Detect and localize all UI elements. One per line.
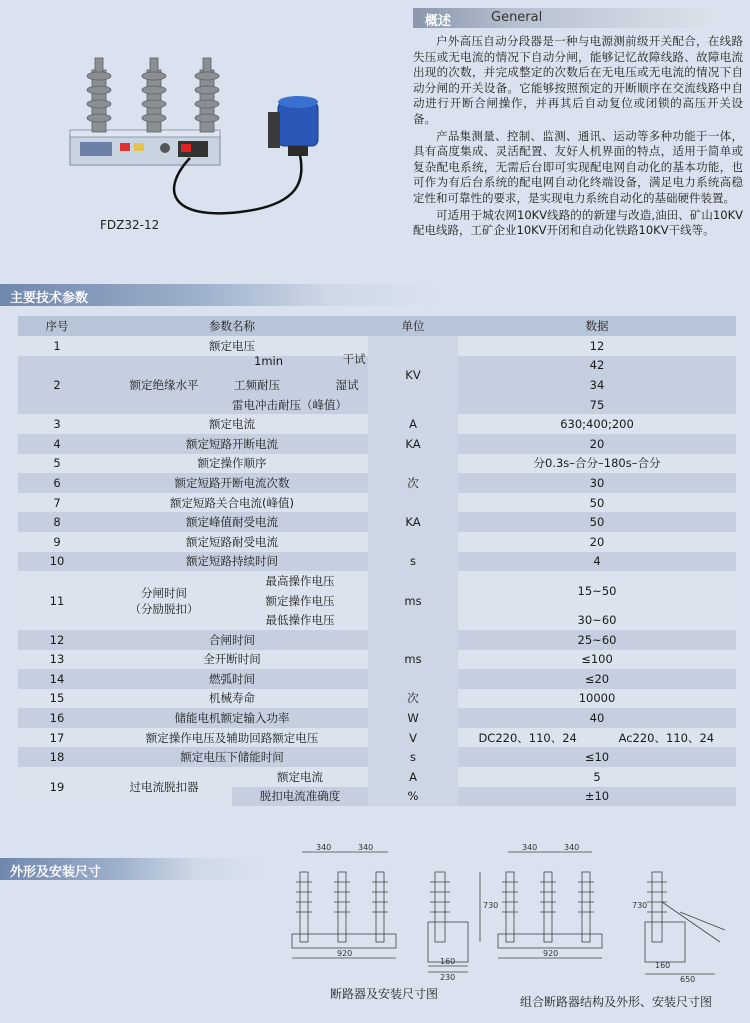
row-name: 机械寿命 — [96, 689, 368, 709]
row-unit — [368, 493, 458, 513]
row-data: 50 — [458, 493, 736, 513]
dimensions-section-header — [0, 858, 262, 880]
row-no: 19 — [18, 767, 96, 806]
table-row — [18, 356, 736, 376]
row-no: 15 — [18, 689, 96, 709]
row-unit: A — [368, 414, 458, 434]
row-data: 20 — [458, 532, 736, 552]
dim-pitch-4: 340 — [564, 843, 580, 852]
row-no: 4 — [18, 434, 96, 454]
row-no: 9 — [18, 532, 96, 552]
row-data — [458, 728, 736, 748]
row-unit: W — [368, 708, 458, 728]
dimension-drawings — [280, 842, 740, 982]
row-name: 额定电压 — [96, 336, 368, 356]
row-data: 42 — [458, 356, 736, 376]
general-header — [413, 8, 718, 28]
dim-depth-c: 650 — [680, 975, 696, 982]
row-no: 12 — [18, 630, 96, 650]
row-name: 额定电压下储能时间 — [96, 747, 368, 767]
row-name: 额定绝缘水平 — [96, 356, 232, 415]
params-section-header — [0, 284, 440, 306]
table-row — [18, 747, 736, 767]
row-no: 14 — [18, 669, 96, 689]
general-title-en: General — [491, 10, 543, 25]
row-subname — [232, 375, 368, 395]
row-unit: KA — [368, 512, 458, 532]
row-no: 7 — [18, 493, 96, 513]
row-no: 13 — [18, 650, 96, 670]
table-row — [18, 414, 736, 434]
row-unit: 次 — [368, 689, 458, 709]
dim-height-right: 730 — [632, 901, 648, 910]
general-paragraph: 户外高压自动分段器是一种与电源测前级开关配合，在线路失压或无电流的情况下自动分闸，能够记忆故障线路、故障电流出现的次数，并完成整定的次数后在无电压或无电流的情况下自动分闸的开关设备。它能够按照预定的开断顺序在交流线路中自动进行开断合闸操作，并再其后自动复位或闭锁的高压开关设备。 — [413, 34, 743, 126]
row-name: 燃弧时间 — [96, 669, 368, 689]
row-no: 18 — [18, 747, 96, 767]
dim-width-left: 920 — [337, 949, 353, 958]
row-name: 额定短路关合电流(峰值) — [96, 493, 368, 513]
row-data: ±10 — [458, 787, 736, 807]
row-subname: 额定操作电压 — [232, 591, 368, 611]
row-data: ≤100 — [458, 650, 736, 670]
row-unit: ms — [368, 571, 458, 630]
row-name-line2: （分励脱扣） — [129, 601, 199, 616]
dimensions-section-title: 外形及安装尺寸 — [10, 865, 102, 880]
row-data: 40 — [458, 708, 736, 728]
row-data: 630;400;200 — [458, 414, 736, 434]
row-data: 75 — [458, 395, 736, 415]
table-row — [18, 630, 736, 650]
params-table — [18, 316, 736, 806]
row-name: 额定操作顺序 — [96, 454, 368, 474]
row-unit: ms — [368, 650, 458, 670]
row-no: 1 — [18, 336, 96, 356]
table-row — [18, 571, 736, 591]
drawing-caption-right: 组合断路器结构及外形、安装尺寸图 — [520, 995, 713, 1009]
header-name: 参数名称 — [96, 316, 368, 336]
dim-depth-a-right: 160 — [655, 961, 671, 970]
table-row — [18, 767, 736, 787]
dim-height-left: 730 — [483, 901, 499, 910]
row-no: 8 — [18, 512, 96, 532]
sub-dry: 干试 — [342, 352, 366, 367]
dim-pitch-3: 340 — [522, 843, 538, 852]
table-row — [18, 728, 736, 748]
sub-freq: 工频耐压 — [234, 377, 280, 392]
row-unit — [368, 336, 458, 356]
table-row — [18, 689, 736, 709]
row-no: 11 — [18, 571, 96, 630]
row-unit: s — [368, 747, 458, 767]
table-row — [18, 669, 736, 689]
row-unit — [368, 395, 458, 415]
row-data: 4 — [458, 552, 736, 572]
sub-wet: 湿试 — [335, 377, 359, 392]
row-subname: 雷电冲击耐压（峰值） — [232, 395, 368, 415]
row-data: 10000 — [458, 689, 736, 709]
row-name: 额定短路耐受电流 — [96, 532, 368, 552]
row-subname — [232, 352, 368, 376]
dim-width-right: 920 — [543, 949, 559, 958]
row-no: 5 — [18, 454, 96, 474]
row-name: 合闸时间 — [96, 630, 368, 650]
general-paragraph: 产品集测量、控制、监测、通讯、运动等多种功能于一体，具有高度集成、灵活配置、友好人机界面的特点，适用于简单或复杂配电系统，无需后台即可实现配电网自动化的基本功能，也可作为有后台系统的配电网自动化终端设备，满足电力系统高稳定性和可靠性的要求，是实现电力系统自动化的基础硬件装置。 — [413, 128, 743, 205]
row-name: 额定短路开断电流次数 — [96, 473, 368, 493]
dim-depth-a: 160 — [440, 957, 456, 966]
dim-depth-b: 230 — [440, 973, 456, 982]
row-data: 20 — [458, 434, 736, 454]
row-unit — [368, 630, 458, 650]
row-name: 额定操作电压及辅助回路额定电压 — [96, 728, 368, 748]
row-data: ≤20 — [458, 669, 736, 689]
table-row — [18, 493, 736, 513]
row-data: 5 — [458, 767, 736, 787]
row-name: 全开断时间 — [96, 650, 368, 670]
data-dc: DC220、110、24 — [478, 730, 577, 745]
general-paragraph: 可适用于城农网10KV线路的的新建与改造,油田、矿山10KV配电线路，工矿企业10KV开闭和自动化铁路10KV干线等。 — [413, 207, 743, 238]
table-row — [18, 650, 736, 670]
table-row — [18, 708, 736, 728]
table-row — [18, 512, 736, 532]
row-subname: 最高操作电压 — [232, 571, 368, 591]
general-text — [413, 34, 743, 239]
table-row — [18, 434, 736, 454]
row-unit: V — [368, 728, 458, 748]
row-data: 50 — [458, 512, 736, 532]
row-subname: 额定电流 — [232, 767, 368, 787]
table-row — [18, 473, 736, 493]
row-unit: KA — [368, 434, 458, 454]
row-unit: s — [368, 552, 458, 572]
general-title-cn: 概述 — [425, 14, 452, 29]
header-data: 数据 — [458, 316, 736, 336]
row-unit — [368, 532, 458, 552]
sub-1min: 1min — [254, 354, 284, 369]
data-ac: Ac220、110、24 — [618, 730, 715, 745]
row-data: ≤10 — [458, 747, 736, 767]
row-data: 30~60 — [458, 610, 736, 630]
row-name — [96, 571, 232, 630]
row-data: 25~60 — [458, 630, 736, 650]
row-no: 6 — [18, 473, 96, 493]
row-unit — [368, 669, 458, 689]
row-name-line1: 分闸时间 — [141, 585, 187, 600]
drawing-caption-left: 断路器及安装尺寸图 — [330, 987, 439, 1001]
params-section-title: 主要技术参数 — [10, 291, 89, 306]
row-name: 额定短路开断电流 — [96, 434, 368, 454]
table-row — [18, 552, 736, 572]
row-data: 30 — [458, 473, 736, 493]
row-no: 16 — [18, 708, 96, 728]
row-name: 过电流脱扣器 — [96, 767, 232, 806]
row-no: 2 — [18, 356, 96, 415]
row-subname: 脱扣电流准确度 — [232, 787, 368, 807]
row-name: 储能电机额定输入功率 — [96, 708, 368, 728]
row-unit — [368, 454, 458, 474]
row-name: 额定峰值耐受电流 — [96, 512, 368, 532]
row-data: 分0.3s–合分–180s–合分 — [458, 454, 736, 474]
row-data: 15~50 — [458, 571, 736, 610]
row-data: 34 — [458, 375, 736, 395]
row-no: 10 — [18, 552, 96, 572]
row-unit: A — [368, 767, 458, 787]
row-no: 3 — [18, 414, 96, 434]
header-unit: 单位 — [368, 316, 458, 336]
product-illustration — [50, 40, 390, 240]
row-name: 额定电流 — [96, 414, 368, 434]
header-no: 序号 — [18, 316, 96, 336]
table-row — [18, 454, 736, 474]
dim-pitch-1: 340 — [316, 843, 332, 852]
dim-pitch-2: 340 — [358, 843, 374, 852]
model-caption: FDZ32-12 — [100, 218, 160, 232]
table-row — [18, 336, 736, 356]
row-data: 12 — [458, 336, 736, 356]
table-row — [18, 532, 736, 552]
row-name: 额定短路持续时间 — [96, 552, 368, 572]
row-unit: % — [368, 787, 458, 807]
table-header-row — [18, 316, 736, 336]
row-unit: KV — [368, 356, 458, 395]
row-subname: 最低操作电压 — [232, 610, 368, 630]
row-unit: 次 — [368, 473, 458, 493]
row-no: 17 — [18, 728, 96, 748]
